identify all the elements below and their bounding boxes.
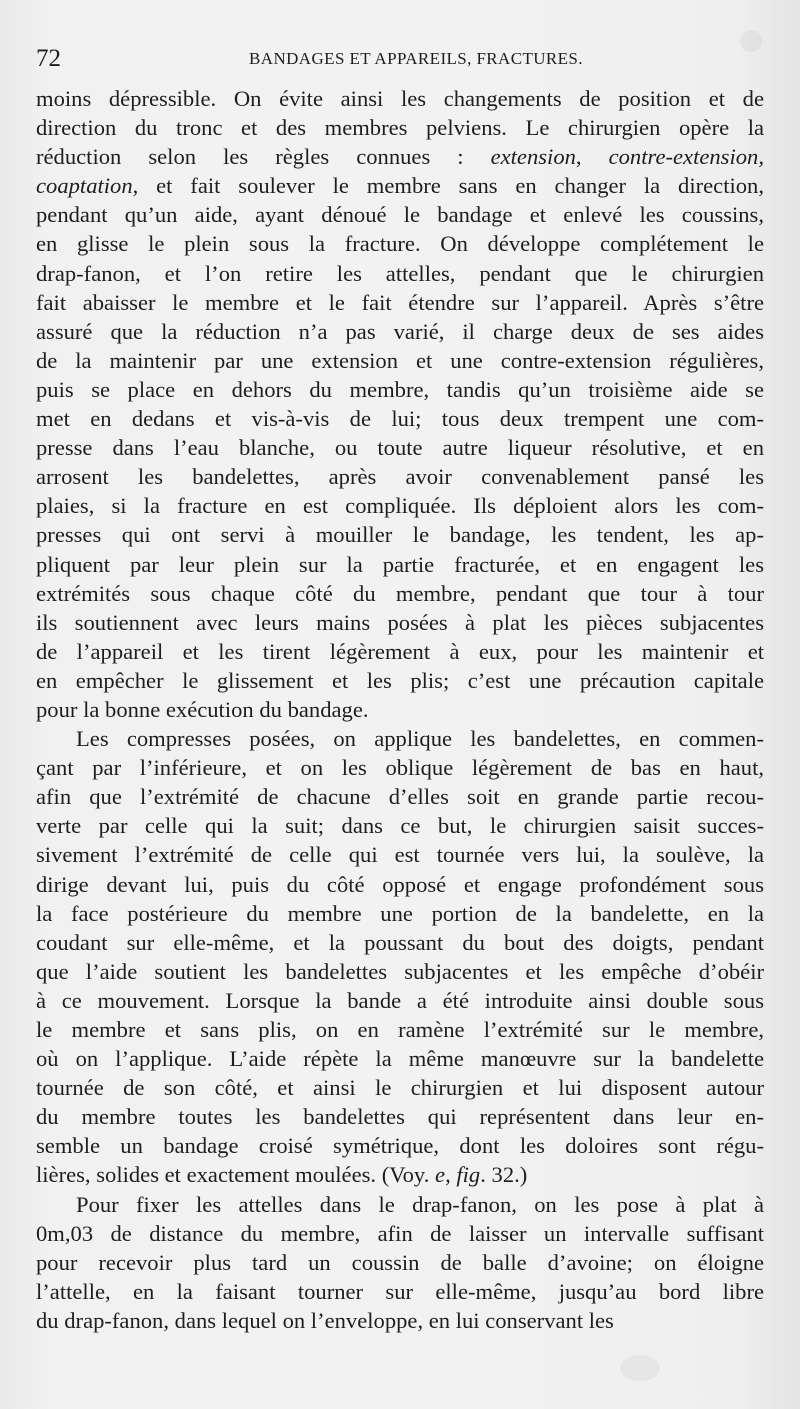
text-run: Pour fixer les attelles dans le drap-fanon, on les pose à plat à <box>76 1191 764 1217</box>
text-line <box>36 579 764 608</box>
text-line <box>36 433 764 462</box>
text-run: de l’appareil et les tirent légèrement à eux, pour les maintenir et <box>36 638 764 664</box>
text-run: tournée de son côté, et ainsi le chirurgien et lui disposent autour <box>36 1075 764 1101</box>
text-line <box>36 695 764 724</box>
page-number: 72 <box>36 45 61 72</box>
text-run: drap-fanon, et l’on retire les attelles, pendant que le chirurgien <box>36 260 764 286</box>
text-run: pour recevoir plus tard un coussin de balle d’avoine; on éloigne <box>36 1249 764 1275</box>
text-run: dirige devant lui, puis du côté opposé et engage profondément sous <box>36 871 764 897</box>
text-run: Les compresses posées, on applique les bandelettes, en commen- <box>76 726 764 752</box>
text-run: que l’aide soutient les bandelettes subjacentes et les empêche d’obéir <box>36 958 764 984</box>
text-run: , et fait soulever le membre sans en changer la direction, <box>132 173 764 199</box>
text-line <box>36 899 764 928</box>
text-run: pliquent par leur plein sur la partie fracturée, et en engagent les <box>36 551 764 577</box>
text-line <box>36 1190 764 1219</box>
text-line <box>36 404 764 433</box>
italic-text: fig <box>456 1162 481 1188</box>
text-line <box>36 346 764 375</box>
text-run: pendant qu’un aide, ayant dénoué le bandage et enlevé les coussins, <box>36 202 764 228</box>
text-run: réduction selon les règles connues : <box>36 144 491 170</box>
text-line <box>36 1219 764 1248</box>
text-run: met en dedans et vis-à-vis de lui; tous deux trempent une com- <box>36 406 764 432</box>
text-run: en empêcher le glissement et les plis; c’est une précaution capitale <box>36 667 764 693</box>
text-run: où on l’applique. L’aide répète la même manœuvre sur la bandelette <box>36 1046 764 1072</box>
text-run: , <box>445 1162 457 1188</box>
text-line <box>36 840 764 869</box>
text-line <box>36 724 764 753</box>
text-line <box>36 666 764 695</box>
text-line <box>36 1015 764 1044</box>
text-run: , <box>575 144 609 170</box>
text-line <box>36 1044 764 1073</box>
italic-text: coaptation <box>36 173 133 199</box>
text-line <box>36 1131 764 1160</box>
text-run: . 32.) <box>480 1162 528 1188</box>
text-line <box>36 1102 764 1131</box>
italic-text: e <box>435 1162 446 1188</box>
page-header <box>36 44 756 74</box>
text-line <box>36 782 764 811</box>
text-line <box>36 753 764 782</box>
text-run: le membre et sans plis, on en ramène l’extrémité sur le membre, <box>36 1017 764 1042</box>
text-line <box>36 113 764 142</box>
text-body <box>36 84 764 1335</box>
text-run: lières, solides et exactement moulées. (Voy. <box>36 1162 436 1188</box>
text-run: çant par l’inférieure, et on les oblique légèrement de bas en haut, <box>36 755 764 781</box>
text-run: presses qui ont servi à mouiller le bandage, les tendent, les ap- <box>36 522 764 548</box>
text-line <box>36 491 764 520</box>
text-line <box>36 171 764 200</box>
text-run: du drap-fanon, dans lequel on l’enveloppe, en lui conservant les <box>36 1307 614 1333</box>
text-run: de la maintenir par une extension et une contre-extension régulières, <box>36 347 764 373</box>
text-run: plaies, si la fracture en est compliquée. Ils déploient alors les com- <box>36 493 764 519</box>
paper-stain <box>620 1355 660 1381</box>
text-run: coudant sur elle-même, et la poussant du bout des doigts, pendant <box>36 929 764 955</box>
text-line <box>36 1160 764 1189</box>
text-run: à ce mouvement. Lorsque la bande a été introduite ainsi double sous <box>36 987 764 1013</box>
text-run: ils soutiennent avec leurs mains posées à plat les pièces subjacentes <box>36 609 764 635</box>
text-run: afin que l’extrémité de chacune d’elles soit en grande partie recou- <box>36 784 764 810</box>
text-line <box>36 520 764 549</box>
text-run: presse dans l’eau blanche, ou toute autre liqueur résolutive, et en <box>36 435 764 461</box>
text-line <box>36 462 764 491</box>
text-line <box>36 811 764 840</box>
text-run: assuré que la réduction n’a pas varié, il charge deux de ses aides <box>36 318 764 344</box>
text-run: arrosent les bandelettes, après avoir convenablement pansé les <box>36 464 764 490</box>
text-line <box>36 608 764 637</box>
text-line <box>36 375 764 404</box>
text-line <box>36 957 764 986</box>
text-line <box>36 1248 764 1277</box>
italic-text: extension <box>490 144 576 170</box>
text-line <box>36 637 764 666</box>
text-run: extrémités sous chaque côté du membre, pendant que tour à tour <box>36 580 764 606</box>
text-line <box>36 288 764 317</box>
running-title: BANDAGES ET APPAREILS, FRACTURES. <box>249 49 583 68</box>
text-line <box>36 986 764 1015</box>
text-line <box>36 550 764 579</box>
italic-text: contre-extension, <box>608 144 764 170</box>
text-line <box>36 200 764 229</box>
text-run: pour la bonne exécution du bandage. <box>36 696 369 722</box>
text-run: la face postérieure du membre une portion de la bandelette, en la <box>36 900 764 926</box>
text-line <box>36 229 764 258</box>
text-line <box>36 259 764 288</box>
text-run: en glisse le plein sous la fracture. On développe complétement le <box>36 231 764 257</box>
text-run: semble un bandage croisé symétrique, dont les doloires sont régu- <box>36 1133 764 1159</box>
text-run: verte par celle qui la suit; dans ce but, le chirurgien saisit succes- <box>36 813 764 839</box>
text-run: sivement l’extrémité de celle qui est tournée vers lui, la soulève, la <box>36 842 764 868</box>
text-line <box>36 317 764 346</box>
text-run: du membre toutes les bandelettes qui représentent dans leur en- <box>36 1104 764 1130</box>
text-line <box>36 142 764 171</box>
text-line <box>36 928 764 957</box>
text-run: l’attelle, en la faisant tourner sur elle-même, jusqu’au bord libre <box>36 1278 764 1304</box>
text-run: puis se place en dehors du membre, tandis qu’un troisième aide se <box>36 376 764 402</box>
text-run: direction du tronc et des membres pelviens. Le chirurgien opère la <box>36 115 764 141</box>
text-line <box>36 1277 764 1306</box>
text-line <box>36 1306 764 1335</box>
text-run: fait abaisser le membre et le fait étendre sur l’appareil. Après s’être <box>36 289 764 315</box>
text-line <box>36 1073 764 1102</box>
text-run: moins dépressible. On évite ainsi les changements de position et de <box>36 86 764 111</box>
text-line <box>36 870 764 899</box>
text-line <box>36 84 764 113</box>
text-run: 0m,03 de distance du membre, afin de laisser un intervalle suffisant <box>36 1220 764 1246</box>
